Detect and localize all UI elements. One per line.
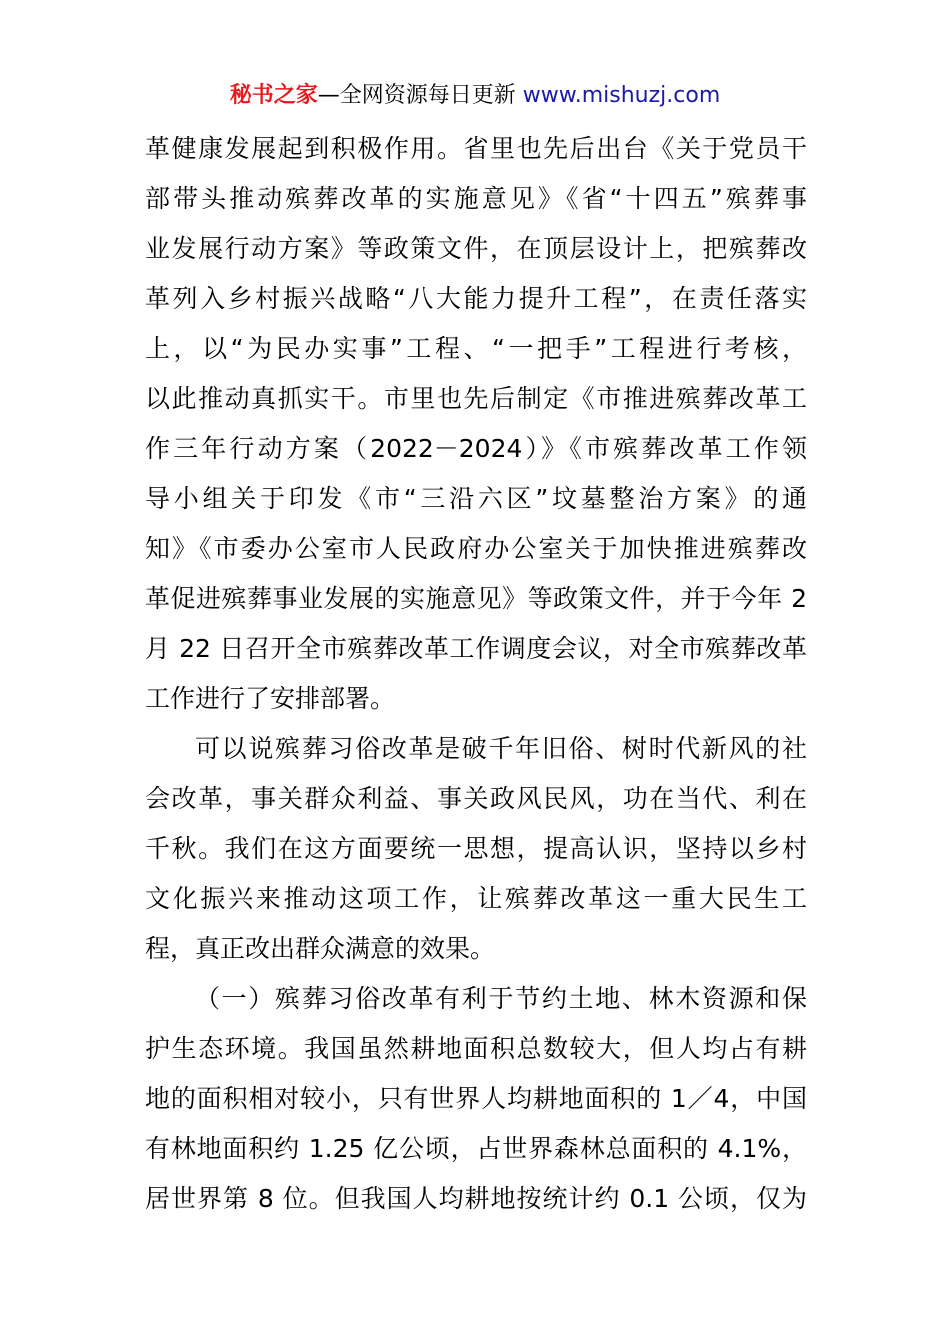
text-line: 作三年行动方案（2022－2024）》《市殡葬改革工作领 [145,434,807,463]
text-line: 会改革，事关群众利益、事关政风民风，功在当代、利在 [145,784,807,813]
text-line: 工作进行了安排部署。 [145,684,396,713]
text-line: 导小组关于印发《市“三沿六区”坟墓整治方案》的通 [145,484,807,513]
text-line: 地的面积相对较小，只有世界人均耕地面积的 1／4，中国 [145,1084,807,1113]
text-line: 有林地面积约 1.25 亿公顷，占世界森林总面积的 4.1%， [145,1134,807,1163]
text-line: 月 22 日召开全市殡葬改革工作调度会议，对全市殡葬改革 [145,634,807,663]
site-brand: 秘书之家 [229,83,318,108]
text-line: 以此推动真抓实干。市里也先后制定《市推进殡葬改革工 [145,384,807,413]
site-tagline: —全网资源每日更新 [317,83,516,108]
text-line: 千秋。我们在这方面要统一思想，提高认识，坚持以乡村 [145,834,807,863]
text-line: 程，真正改出群众满意的效果。 [145,934,496,963]
text-line: 部带头推动殡葬改革的实施意见》《省“十四五”殡葬事 [145,184,807,213]
text-line: 革列入乡村振兴战略“八大能力提升工程”，在责任落实 [145,284,807,313]
text-line: 护生态环境。我国虽然耕地面积总数较大，但人均占有耕 [145,1034,807,1063]
site-header [0,78,950,114]
text-line: 革健康发展起到积极作用。省里也先后出台《关于党员干 [145,134,807,163]
text-line: （一）殡葬习俗改革有利于节约土地、林木资源和保 [195,984,807,1013]
text-line: 业发展行动方案》等政策文件，在顶层设计上，把殡葬改 [145,234,807,263]
site-url: www.mishuzj.com [515,83,721,108]
text-line: 革促进殡葬事业发展的实施意见》等政策文件，并于今年 2 [145,584,807,613]
text-line: 文化振兴来推动这项工作，让殡葬改革这一重大民生工 [145,884,807,913]
document-body [145,124,807,1224]
text-line: 居世界第 8 位。但我国人均耕地按统计约 0.1 公顷，仅为 [145,1184,807,1213]
text-line: 上，以“为民办实事”工程、“一把手”工程进行考核， [145,334,807,363]
text-line: 知》《市委办公室市人民政府办公室关于加快推进殡葬改 [145,534,807,563]
text-line: 可以说殡葬习俗改革是破千年旧俗、树时代新风的社 [195,734,807,763]
